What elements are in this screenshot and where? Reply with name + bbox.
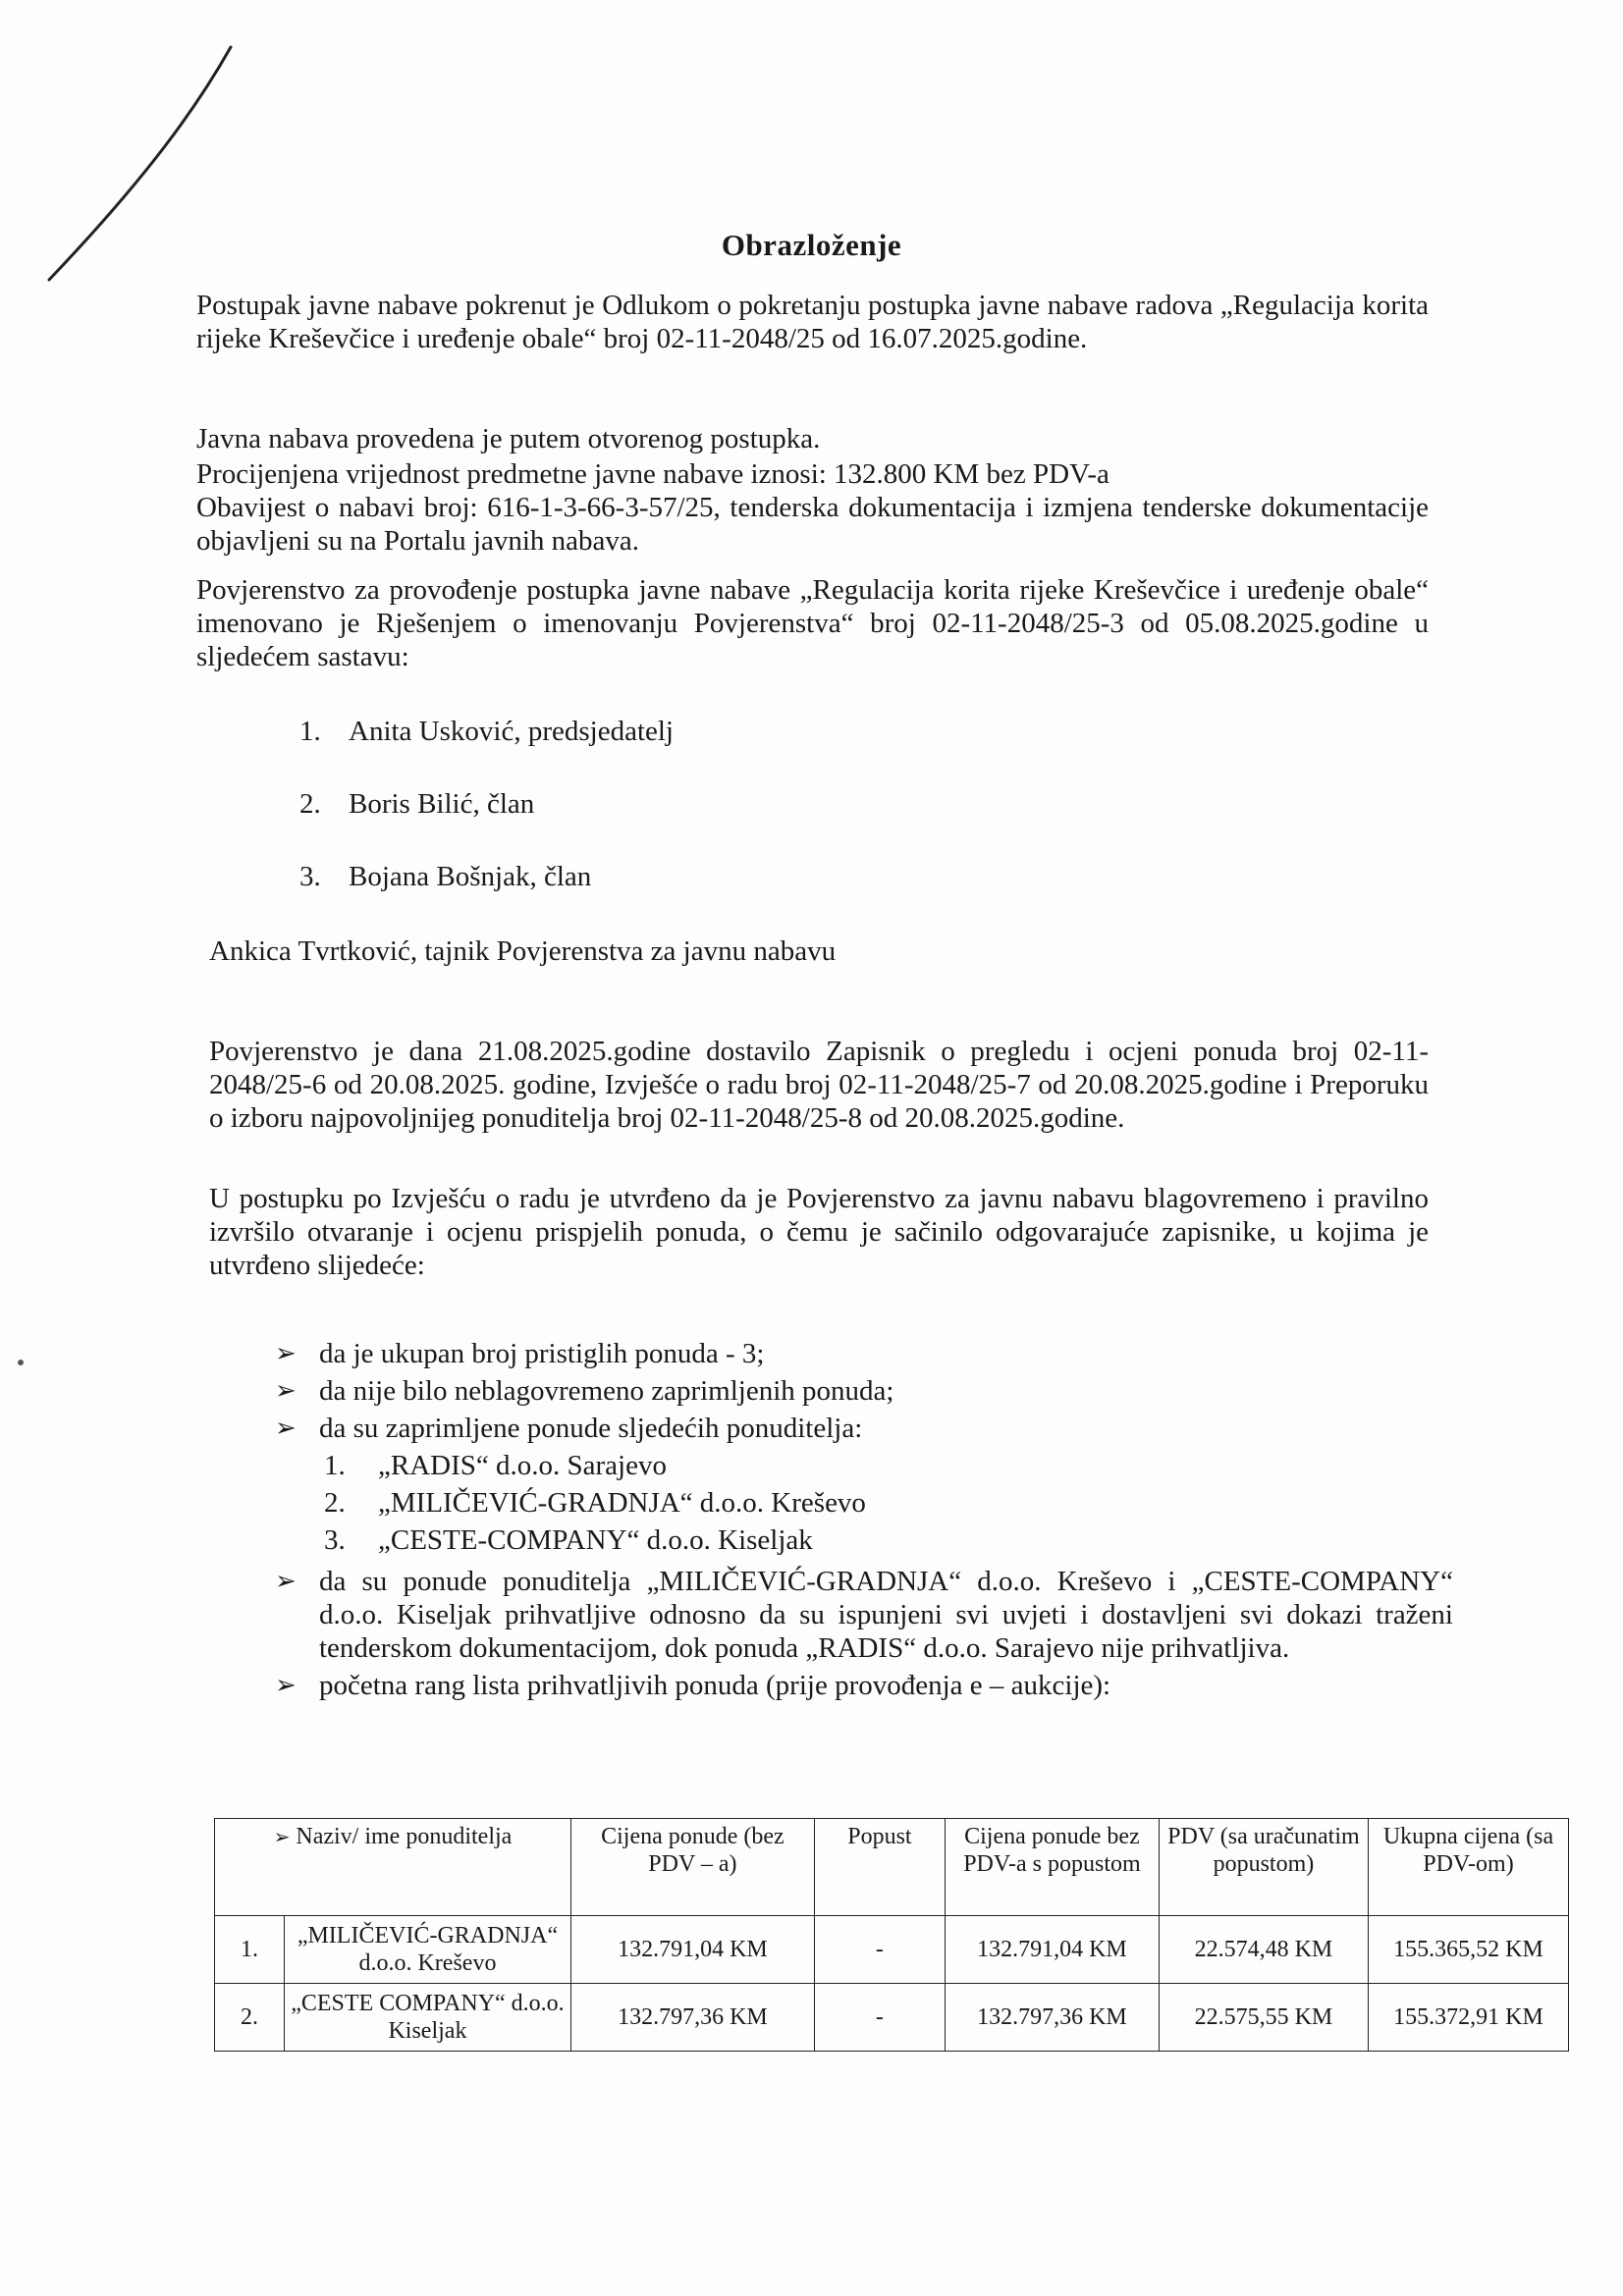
- header-price-discounted: Cijena ponude bez PDV-a s popustom: [945, 1819, 1159, 1916]
- header-vat: PDV (sa uračunatim popustom): [1159, 1819, 1368, 1916]
- intro-paragraph-1: Postupak javne nabave pokrenut je Odlukom o pokretanju postupka javne nabave radova „Regulacija korita rijeke Kreševčice i uređenje obale“ broj 02-11-2048/25 od 16.07.2025.godine.: [196, 290, 1429, 354]
- list-item: 1. Anita Usković, predsjedatelj: [299, 716, 674, 747]
- page-title: Obrazloženje: [721, 228, 902, 262]
- scan-speck: [18, 1360, 24, 1365]
- list-item: 3. „CESTE-COMPANY“ d.o.o. Kiseljak: [324, 1524, 813, 1556]
- header-discount: Popust: [814, 1819, 945, 1916]
- arrow-bullet-icon: ➢: [275, 1414, 297, 1443]
- bidder-list: [319, 1449, 1453, 1561]
- report-paragraph-2: U postupku po Izvješću o radu je utvrđeno da je Povjerenstvo za javnu nabavu blagovremeno i pravilno izvršilo otvaranje i ocjenu prispjelih ponuda, o čemu je sačinilo odgovarajuće zapisnike, u kojima je utvrđeno slijedeće:: [209, 1183, 1429, 1281]
- arrow-bullet-icon: ➢: [275, 1567, 297, 1596]
- report-paragraph-1: Povjerenstvo je dana 21.08.2025.godine dostavilo Zapisnik o pregledu i ocjeni ponuda broj 02-11-2048/25-6 od 20.08.2025. godine, Izvješće o radu broj 02-11-2048/25-7 od 20.08.2025.godine i Preporuku o izboru najpovoljnijeg ponuditelja broj 02-11-2048/25-8 od 20.08.2025.godine.: [209, 1036, 1429, 1134]
- list-item: 2. „MILIČEVIĆ-GRADNJA“ d.o.o. Kreševo: [324, 1487, 866, 1519]
- header-total: Ukupna cijena (sa PDV-om): [1368, 1819, 1568, 1916]
- intro-estimated-value: Procijenjena vrijednost predmetne javne nabave iznosi: 132.800 KM bez PDV-a: [196, 458, 1109, 490]
- arrow-bullet-icon: ➢: [275, 1339, 297, 1368]
- list-item: ➢ početna rang lista prihvatljivih ponuda (prije provođenja e – aukcije):: [275, 1670, 1111, 1701]
- ranking-table: [214, 1818, 1569, 2052]
- ranking-table-wrapper: [214, 1818, 1569, 2052]
- list-item: ➢ da nije bilo neblagovremeno zaprimljenih ponuda;: [275, 1375, 894, 1407]
- list-item: ➢ da je ukupan broj pristiglih ponuda - 3;: [275, 1338, 765, 1369]
- list-item: 2. Boris Bilić, član: [299, 788, 535, 820]
- arrow-bullet-icon: ➢: [275, 1671, 297, 1700]
- committee-member-list: [299, 715, 674, 933]
- table-row: 2. „CESTE COMPANY“ d.o.o. Kiseljak 132.797,36 KM - 132.797,36 KM 22.575,55 KM 155.372,91 KM: [215, 1984, 1569, 2052]
- header-price: Cijena ponude (bez PDV – a): [570, 1819, 814, 1916]
- findings-list: [275, 1337, 1453, 1706]
- arrow-bullet-icon: ➢: [275, 1376, 297, 1406]
- list-item: 1. „RADIS“ d.o.o. Sarajevo: [324, 1450, 667, 1481]
- table-header-row: [215, 1819, 1569, 1916]
- intro-committee: Povjerenstvo za provođenje postupka javne nabave „Regulacija korita rijeke Kreševčice i uređenje obale“ imenovano je Rješenjem o imenovanju Povjerenstva“ broj 02-11-2048/25-3 od 05.08.2025.godine u sljedećem sastavu:: [196, 574, 1429, 672]
- table-row: 1. „MILIČEVIĆ-GRADNJA“ d.o.o. Kreševo 132.791,04 KM - 132.791,04 KM 22.574,48 KM 155.365,52 KM: [215, 1916, 1569, 1984]
- intro-notice: Obavijest o nabavi broj: 616-1-3-66-3-57/25, tenderska dokumentacija i izmjena tenderske dokumentacije objavljeni su na Portalu javnih nabava.: [196, 492, 1429, 557]
- arrow-bullet-icon: ➢: [273, 1825, 291, 1848]
- list-item: 3. Bojana Bošnjak, član: [299, 861, 592, 892]
- header-bidder-name: ➢ Naziv/ ime ponuditelja: [215, 1819, 571, 1916]
- secretary-line: Ankica Tvrtković, tajnik Povjerenstva za javnu nabavu: [209, 935, 837, 967]
- intro-procedure-type: Javna nabava provedena je putem otvorenog postupka.: [196, 423, 821, 454]
- list-item: ➢ da su zaprimljene ponude sljedećih ponuditelja: 1. „RADIS“ d.o.o. Sarajevo 2. „MILIČEVIĆ-GRADNJA“ d.o.o. Kreševo 3. „CESTE-COMPANY“ d.o.o. Kiseljak: [275, 1412, 1453, 1561]
- list-item: ➢ da su ponude ponuditelja „MILIČEVIĆ-GRADNJA“ d.o.o. Kreševo i „CESTE-COMPANY“ d.o.o. Kiseljak prihvatljive odnosno da su ispunjeni svi uvjeti i dostavljeni svi dokazi traženi tenderskom dokumentacijom, dok ponuda „RADIS“ d.o.o. Sarajevo nije prihvatljiva.: [275, 1566, 1453, 1664]
